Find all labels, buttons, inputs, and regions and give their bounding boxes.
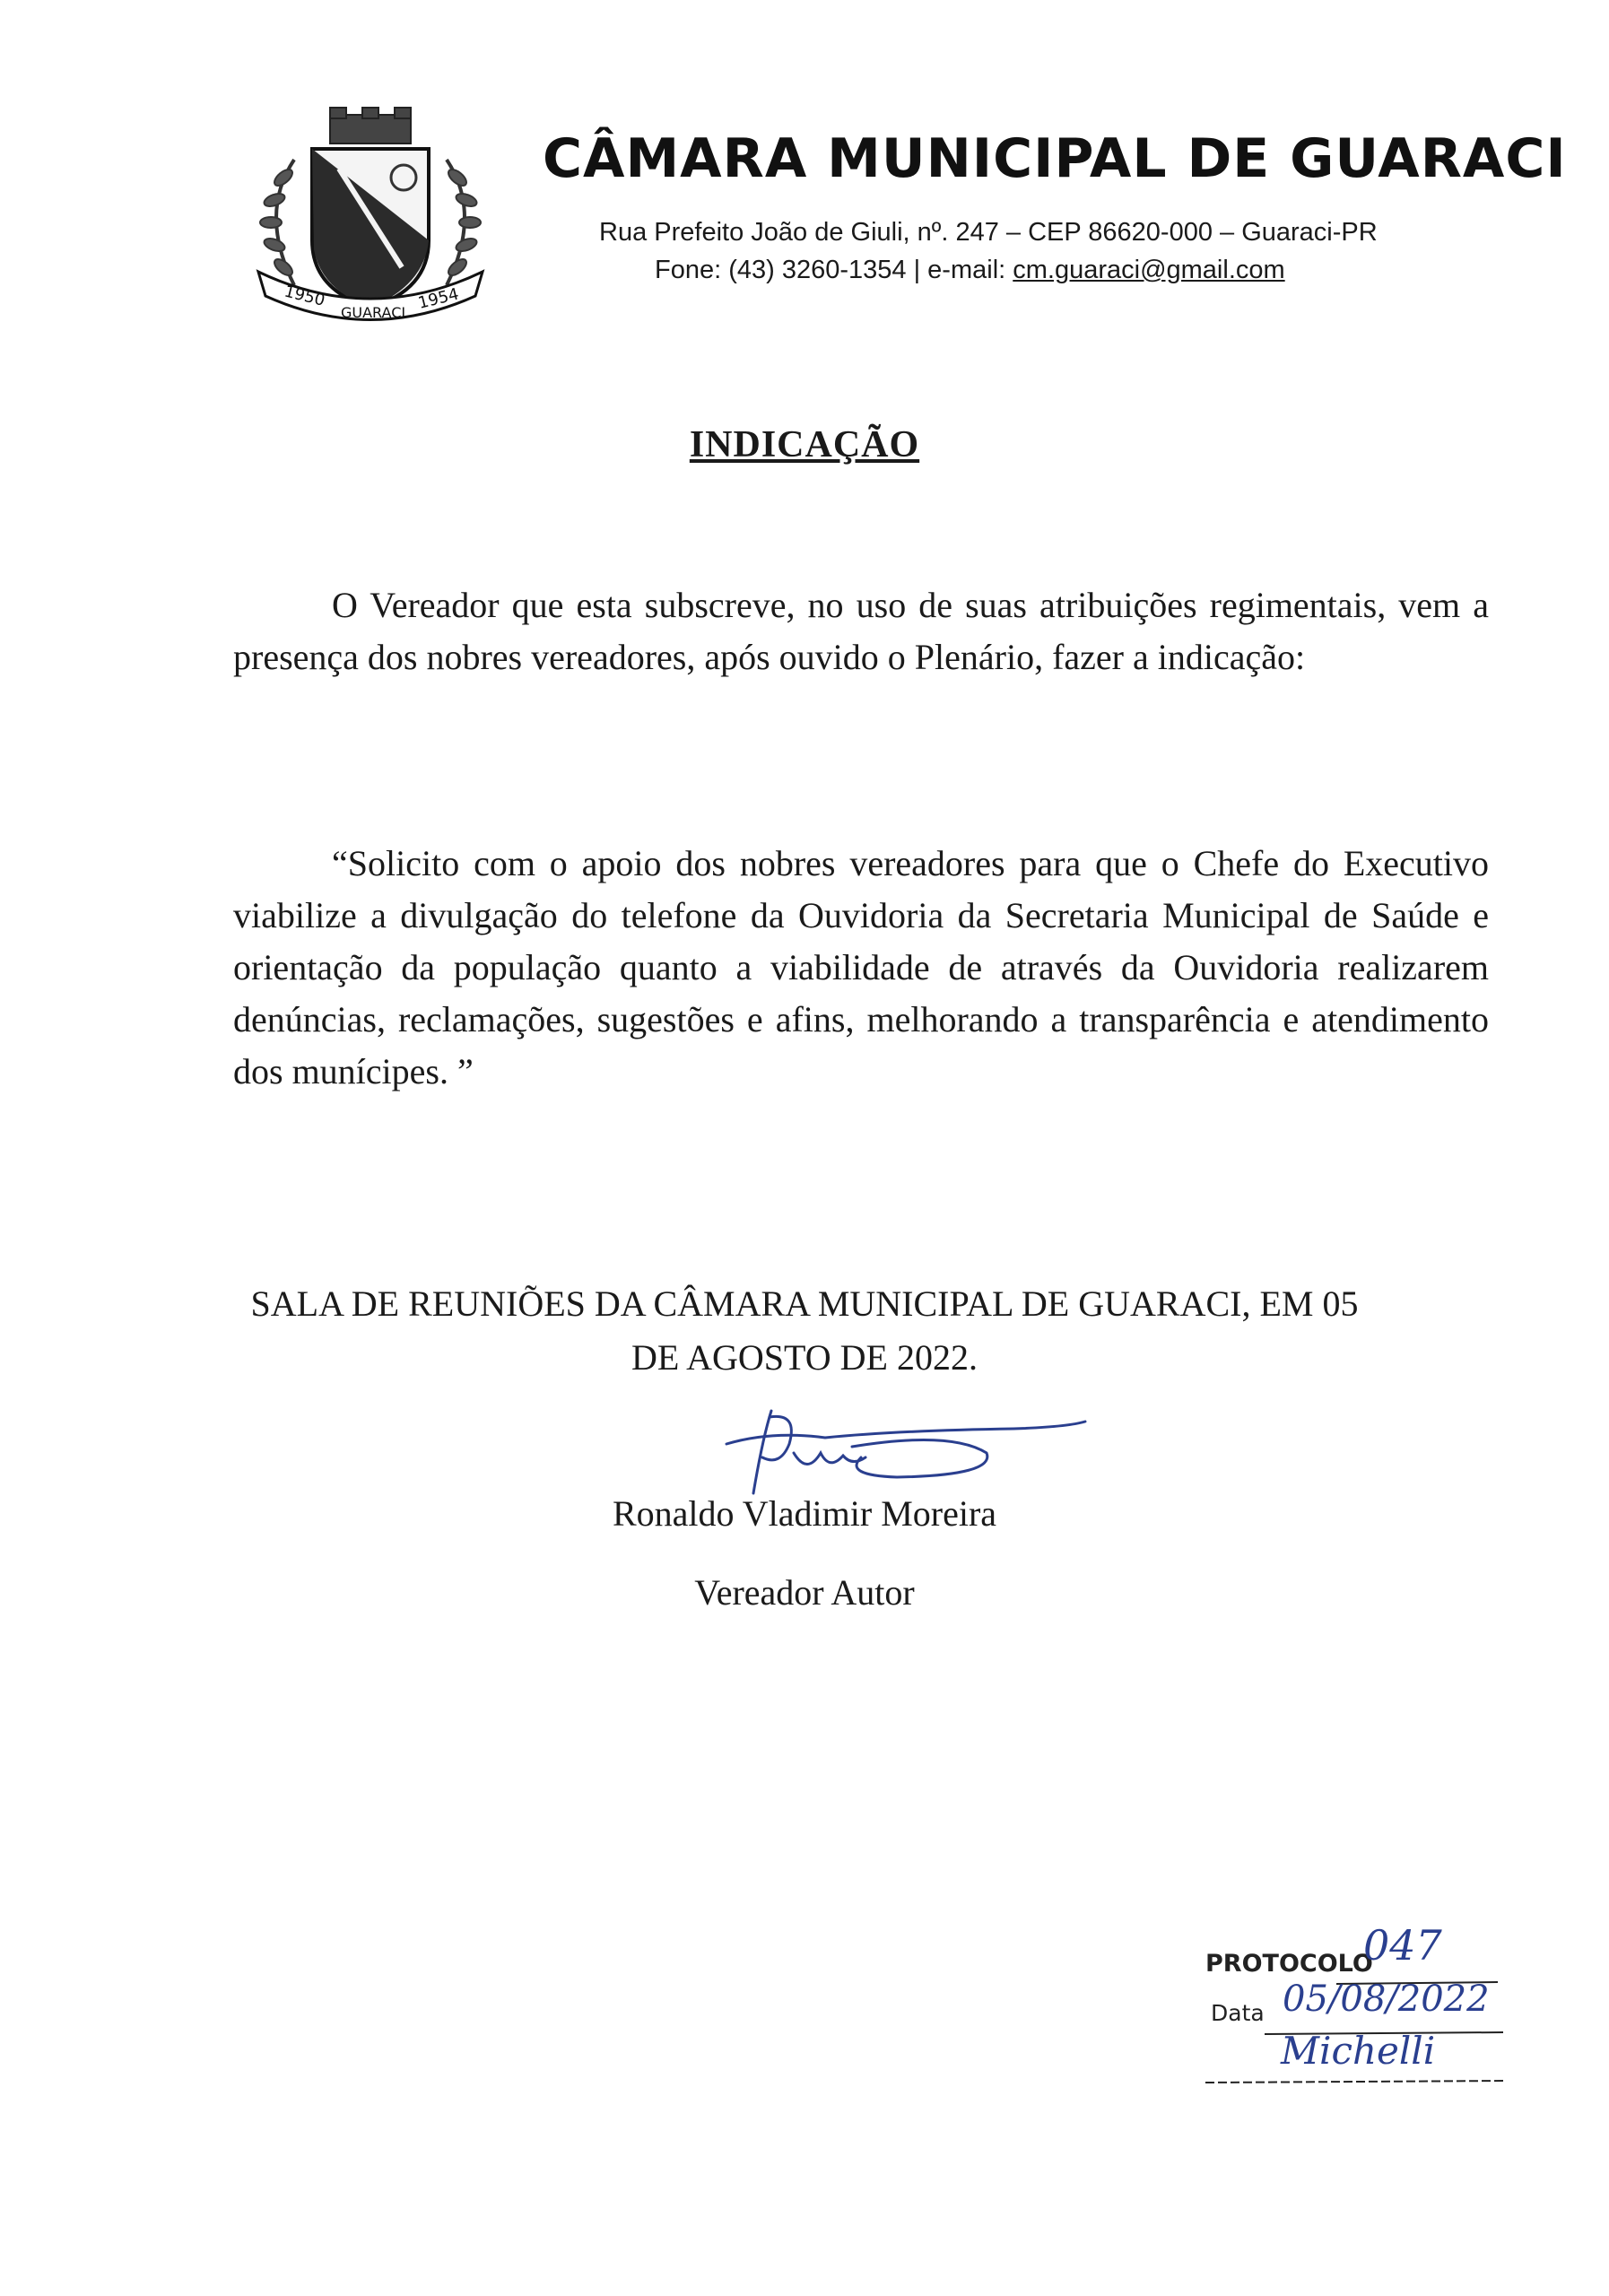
organization-name: CÂMARA MUNICIPAL DE GUARACI bbox=[543, 127, 1567, 190]
phone-text: Fone: (43) 3260-1354 | e-mail: bbox=[655, 256, 1013, 284]
crest-year-right: 1954 bbox=[416, 284, 461, 313]
document-title: INDICAÇÃO bbox=[689, 424, 920, 465]
protocol-number: 047 bbox=[1363, 1921, 1442, 1970]
email-link[interactable]: cm.guaraci@gmail.com bbox=[1013, 256, 1285, 284]
crest-banner-text: GUARACI bbox=[341, 304, 406, 321]
received-by-signature: Michelli bbox=[1281, 2029, 1436, 2073]
contact-line bbox=[655, 256, 1285, 285]
address-line: Rua Prefeito João de Giuli, nº. 247 – CEP 86620-000 – Guaraci-PR bbox=[599, 218, 1378, 247]
signer-role: Vereador Autor bbox=[694, 1572, 915, 1613]
protocol-date: 05/08/2022 bbox=[1283, 1979, 1490, 2020]
closing-line-2: DE AGOSTO DE 2022. bbox=[631, 1337, 978, 1378]
protocol-stamp bbox=[1202, 1921, 1525, 2090]
date-label: Data bbox=[1211, 2000, 1265, 2026]
municipal-coat-of-arms bbox=[240, 106, 500, 339]
closing-line-1: SALA DE REUNIÕES DA CÂMARA MUNICIPAL DE GUARACI, EM 05 bbox=[250, 1283, 1359, 1324]
signer-name: Ronaldo Vladimir Moreira bbox=[612, 1493, 997, 1534]
closing-statement bbox=[0, 1277, 1609, 1385]
crest-year-left: 1950 bbox=[282, 282, 327, 310]
protocol-label: PROTOCOLO bbox=[1205, 1950, 1373, 1978]
intro-paragraph: O Vereador que esta subscreve, no uso de suas atribuições regimentais, vem a presença dos nobres vereadores, após ouvido o Plenário, fazer a indicação: bbox=[233, 585, 1489, 677]
request-paragraph: “Solicito com o apoio dos nobres vereadores para que o Chefe do Executivo viabilize a divulgação do telefone da Ouvidoria da Secretaria Municipal de Saúde e orientação da população quanto a viabilidade de através da Ouvidoria realizarem denúncias, reclamações, sugestões e afins, melhorando a transparência e atendimento dos munícipes. ” bbox=[233, 843, 1489, 1091]
